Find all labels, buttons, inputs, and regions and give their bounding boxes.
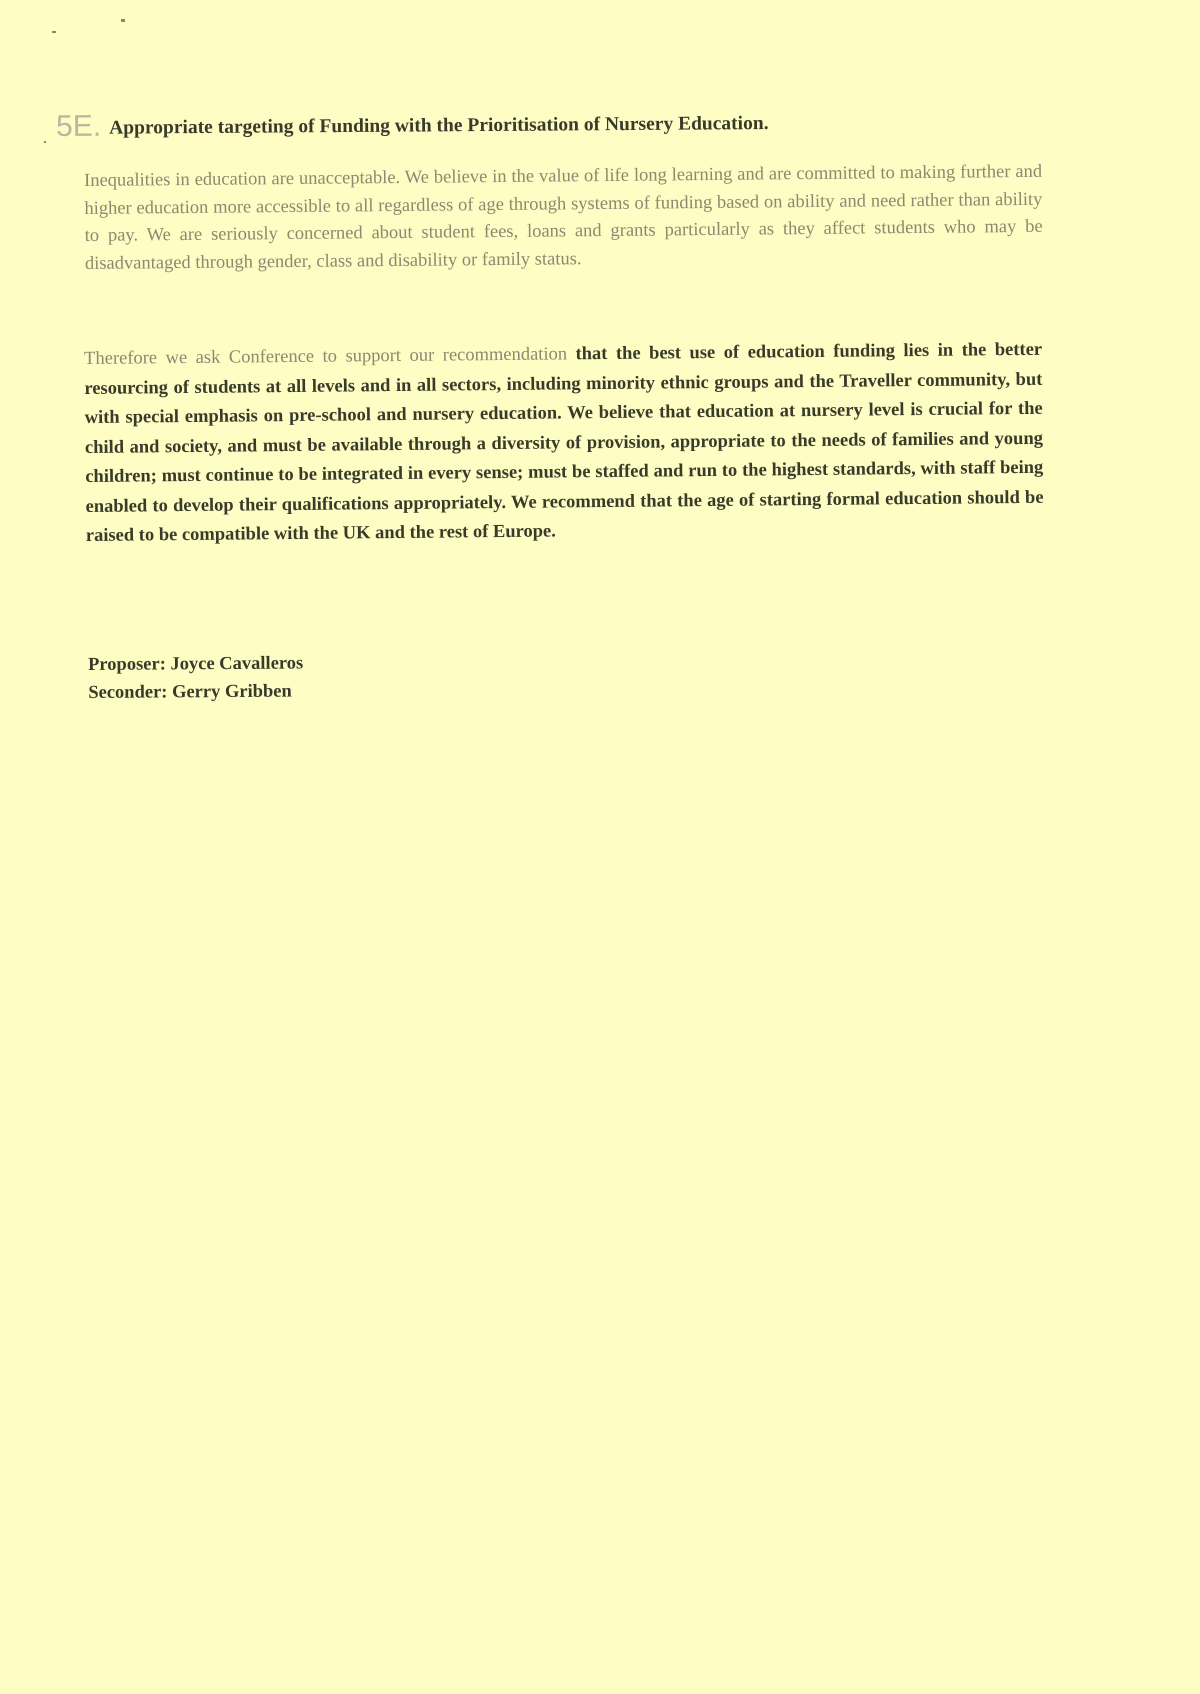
- seconder: Seconder: Gerry Gribben: [88, 681, 292, 703]
- signatories: [88, 649, 303, 707]
- recommendation-lead: Therefore we ask Conference to support our recommendation: [84, 344, 576, 369]
- proposer: Proposer: Joyce Cavalleros: [88, 653, 304, 675]
- motion-heading: [56, 103, 1056, 144]
- paragraph-recommendation: [84, 336, 1044, 552]
- motion-title: Appropriate targeting of Funding with the Prioritisation of Nursery Education.: [109, 113, 769, 139]
- scan-speck: [121, 19, 125, 22]
- motion-number: 5E.: [56, 109, 102, 143]
- paragraph-intro: Inequalities in education are unacceptable. We believe in the value of life long learning and are committed to making further and higher education more accessible to all regardless of age through systems of funding based on ability and need rather than ability to pay. We are seriously concerned about student fees, loans and grants particularly as they affect students who may be disadvantaged through gender, class and disability or family status.: [84, 161, 1043, 274]
- scan-speck: [44, 141, 46, 143]
- recommendation-body: that the best use of education funding lies in the better resourcing of students at all levels and in all sectors, including minority ethnic groups and the Traveller community, but with special emphasis on pre-school and nursery education. We believe that education at nursery level is crucial for the child and society, and must be available through a diversity of provision, appropriate to the needs of families and young children; must continue to be integrated in every sense; must be staffed and run to the highest standards, with staff being enabled to develop their qualifications appropriately. We recommend that the age of starting formal education should be raised to be compatible with the UK and the rest of Europe.: [84, 339, 1044, 546]
- scan-speck: [52, 31, 56, 33]
